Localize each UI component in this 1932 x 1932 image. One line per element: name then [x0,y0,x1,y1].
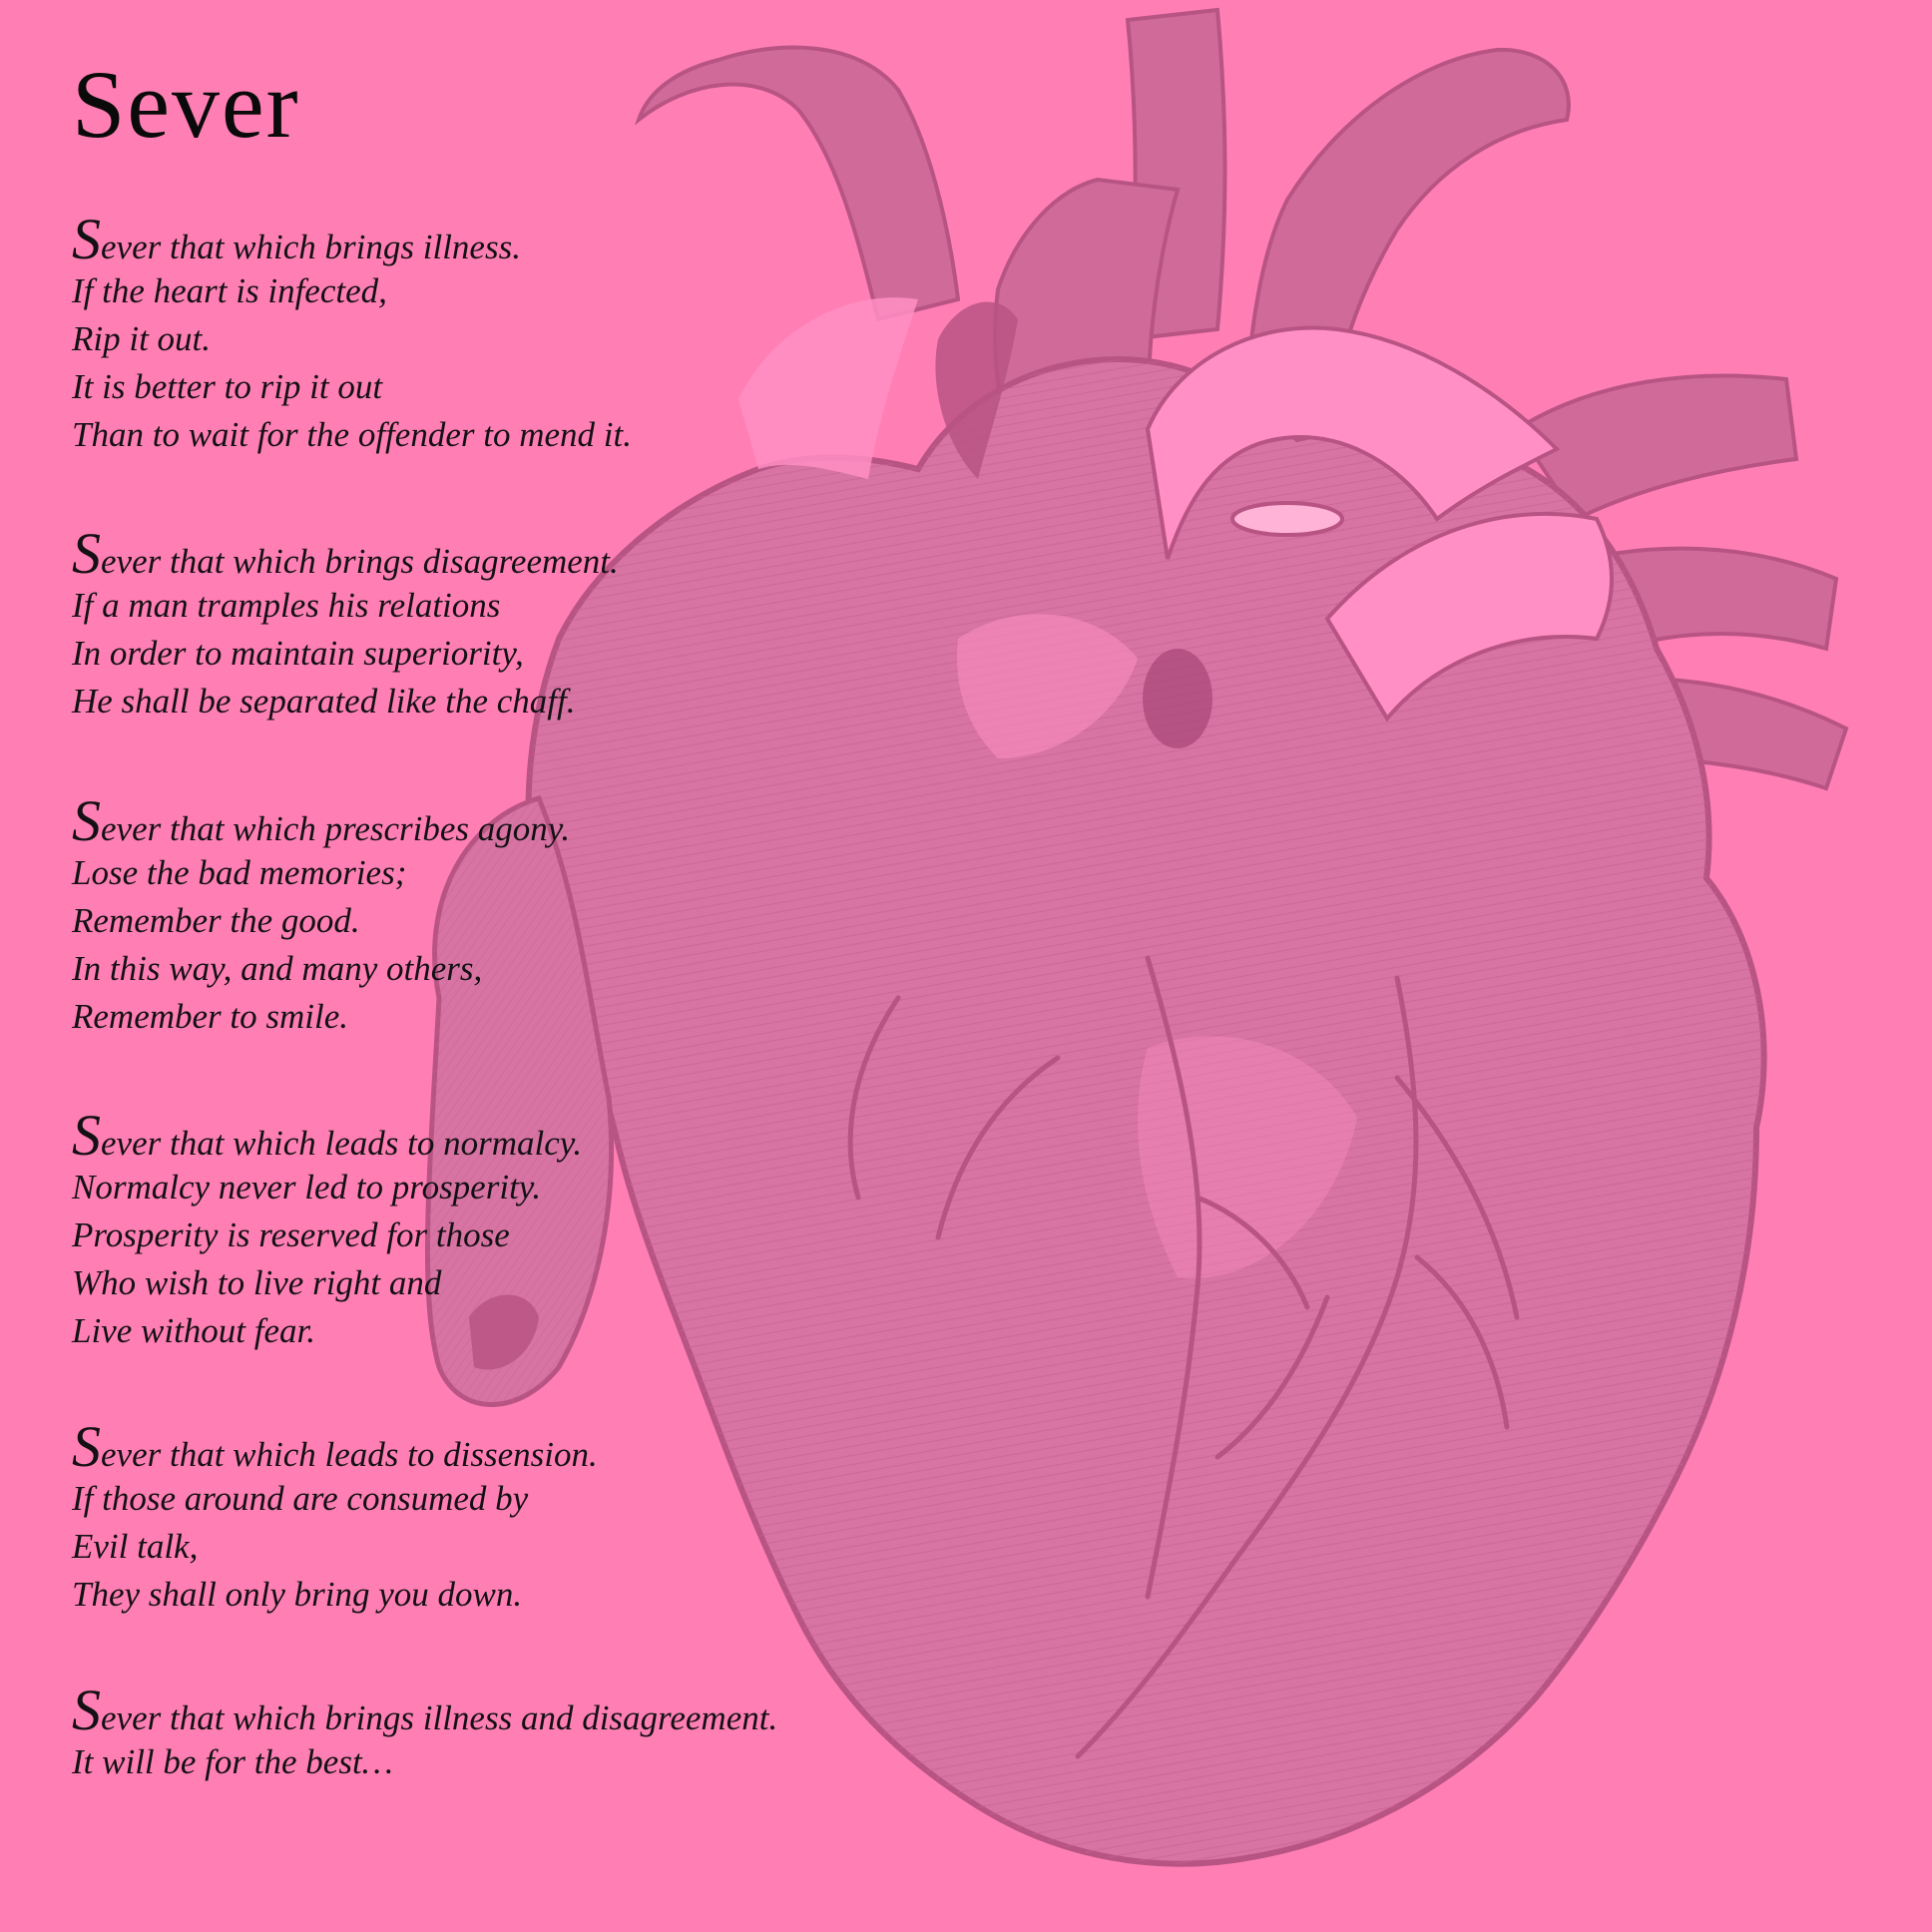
stanza-initial: S [72,1414,101,1479]
stanza-initial: S [72,207,101,271]
stanza-1 [72,207,632,459]
poem-line: If those around are consumed by [72,1479,529,1518]
poem-line: If a man tramples his relations [72,586,501,625]
stanza-first-line [72,1678,778,1742]
poem-line: Than to wait for the offender to mend it. [72,415,632,454]
stanza-6 [72,1678,778,1786]
stanza-first-line-text: ever that which brings disagreement. [101,542,619,581]
stanza-initial: S [72,788,101,853]
stanza-first-line [72,788,571,853]
poem-line: Live without fear. [72,1311,316,1350]
poem-line: It is better to rip it out [72,367,383,406]
stanza-first-line-text: ever that which leads to dissension. [101,1435,598,1474]
stanza-initial: S [72,1678,101,1742]
stanza-first-line-text: ever that which prescribes agony. [101,809,571,848]
stanza-5 [72,1414,598,1619]
poem-line: Evil talk, [72,1527,199,1566]
stanza-first-line [72,207,632,271]
poem-line: If the heart is infected, [72,271,387,310]
stanza-4 [72,1103,583,1355]
stanza-initial: S [72,1103,101,1168]
stanza-2 [72,521,619,725]
poem-line: In order to maintain superiority, [72,634,524,673]
poem-title: Sever [72,51,300,158]
stanza-first-line-text: ever that which brings illness and disagreement. [101,1698,778,1737]
poem-line: He shall be separated like the chaff. [72,682,576,721]
poem-line: In this way, and many others, [72,949,483,988]
poem-line: Rip it out. [72,319,212,358]
poem-line: It will be for the best… [72,1742,393,1781]
poem-line: Lose the bad memories; [72,853,407,892]
stanza-first-line [72,1103,583,1168]
stanza-first-line-text: ever that which brings illness. [101,228,521,266]
poem-line: Who wish to live right and [72,1263,442,1302]
stanza-initial: S [72,521,101,586]
poem-line: Remember the good. [72,901,360,940]
poem-line: Normalcy never led to prosperity. [72,1168,542,1207]
poem-line: Remember to smile. [72,997,349,1036]
stanza-first-line [72,1414,598,1479]
stanza-first-line-text: ever that which leads to normalcy. [101,1124,583,1163]
poem-line: Prosperity is reserved for those [72,1215,510,1254]
poem-line: They shall only bring you down. [72,1575,523,1614]
stanza-first-line [72,521,619,586]
stanza-3 [72,788,571,1041]
